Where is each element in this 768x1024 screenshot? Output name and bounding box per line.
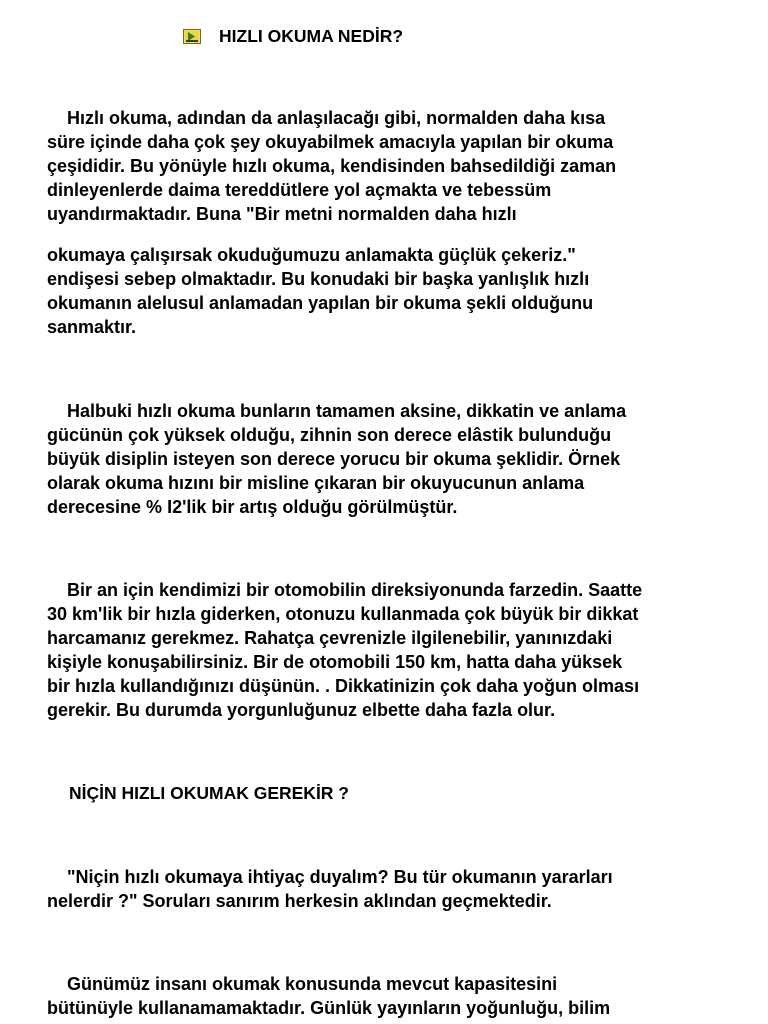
- text-line: olarak okuma hızını bir misline çıkaran bir okuyucunun anlama: [47, 473, 585, 493]
- text-line: endişesi sebep olmaktadır. Bu konudaki bir başka yanlışlık hızlı: [47, 269, 590, 289]
- text-line: Halbuki hızlı okuma bunların tamamen aksine, dikkatin ve anlama: [47, 401, 627, 421]
- text-line: nelerdir ?" Soruları sanırım herkesin aklından geçmektedir.: [47, 891, 552, 911]
- text-line: dinleyenlerde daima tereddütlere yol açmakta ve tebessüm: [47, 180, 552, 200]
- text-line: uyandırmaktadır. Buna "Bir metni normalden daha hızlı: [47, 204, 517, 224]
- text-line: 30 km'lik bir hızla giderken, otonuzu kullanmada çok büyük bir dikkat: [47, 604, 639, 624]
- paragraph-4: [47, 578, 737, 722]
- text-line: gücünün çok yüksek olduğu, zihnin son derece elâstik bulunduğu: [47, 425, 612, 445]
- section-heading: NİÇİN HIZLI OKUMAK GEREKİR ?: [69, 783, 349, 803]
- text-line: okumanın alelusul anlamadan yapılan bir okuma şekli olduğunu: [47, 293, 594, 313]
- text-line: bir hızla kullandığınızı düşünün. . Dikkatinizin çok daha yoğun olması: [47, 676, 640, 696]
- text-line: Bir an için kendimizi bir otomobilin direksiyonunda farzedin. Saatte: [47, 580, 643, 600]
- text-line: kişiyle konuşabilirsiniz. Bir de otomobili 150 km, hatta daha yüksek: [47, 652, 623, 672]
- text-line: harcamanız gerekmez. Rahatça çevrenizle ilgilenebilir, yanınızdaki: [47, 628, 613, 648]
- text-line: sanmaktır.: [47, 317, 137, 337]
- text-line: derecesine % I2'lik bir artış olduğu görülmüştür.: [47, 497, 458, 517]
- text-line: Günümüz insanı okumak konusunda mevcut kapasitesini: [47, 974, 558, 994]
- text-line: gerekir. Bu durumda yorgunluğunuz elbette daha fazla olur.: [47, 700, 556, 720]
- text-line: "Niçin hızlı okumaya ihtiyaç duyalım? Bu tür okumanın yararları: [47, 867, 613, 887]
- paragraph-1: [47, 106, 737, 226]
- text-line: Hızlı okuma, adından da anlaşılacağı gibi, normalden daha kısa: [47, 108, 606, 128]
- green-arrow-bullet-icon: [183, 29, 201, 44]
- paragraph-5: [47, 865, 737, 913]
- paragraph-3: [47, 399, 737, 519]
- text-line: büyük disiplin isteyen son derece yorucu bir okuma şeklidir. Örnek: [47, 449, 621, 469]
- title-row: [183, 25, 403, 47]
- text-line: okumaya çalışırsak okuduğumuzu anlamakta güçlük çekeriz.": [47, 245, 576, 265]
- paragraph-6: [47, 972, 737, 1020]
- paragraph-2: [47, 243, 737, 339]
- text-line: çeşididir. Bu yönüyle hızlı okuma, kendisinden bahsedildiği zaman: [47, 156, 617, 176]
- text-line: süre içinde daha çok şey okuyabilmek amacıyla yapılan bir okuma: [47, 132, 614, 152]
- page-title: HIZLI OKUMA NEDİR?: [219, 25, 404, 46]
- text-line: bütünüyle kullanamamaktadır. Günlük yayınların yoğunluğu, bilim: [47, 998, 611, 1018]
